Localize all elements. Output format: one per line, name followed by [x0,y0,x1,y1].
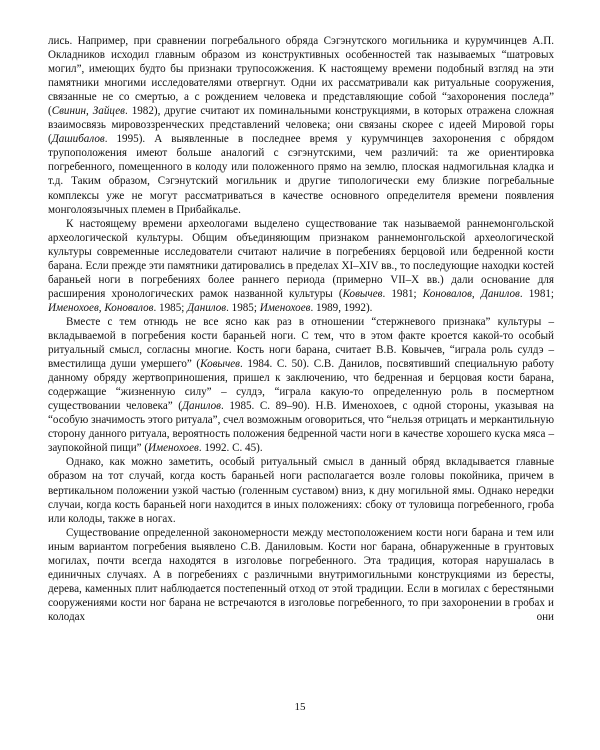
text-run: лись. Например, при сравнении погребального обряда Сэгэнутского могильника и курумчинцев А.П. Окладников исходил главным образом из конструктивных особенностей так называемых “шатровых могил”, имеющих будто бы признаки трупосожжения. К настоящему времени подобный взгляд на эти памятники многими исследователями отвергнут. Одни их рассматривали как ритуальные сооружения, связанные не со смертью, а с рождением человека и представляющие собой “захоронения последа” ( [48,35,554,118]
text-run: . 1981; [382,287,423,300]
text-run: . 1995). А выявленные в последнее время у курумчинцев захоронения с обрядом трупоположения имеют больше аналогий с сэгэнутскими, чем различий: та же ориентировка погребенного, помещенного в колоду или положенного прямо на землю, плоская надмогильная кладка и т.д. Таким образом, Сэгэнутский могильник и другие типологически ему близкие погребальные комплексы уже не могут рассматриваться в качестве основного определителя времени появления монголоязычных племен в Прибайкалье. [48,133,554,216]
paragraph [48,34,554,217]
citation-author: Данилов [182,400,221,413]
citation-author: Коновалов, Данилов [422,287,520,300]
text-run: Вместе с тем отнюдь не все ясно как раз в отношении “стержневого признака” культуры – вкладываемой в погребения кости бараньей ноги. С тем, что в этом факте кроется какой-то особый ритуальный смысл, согласны многие. Кость ноги барана, считает В.В. Ковычев, “играла роль сулдэ – вместилища души умершего” ( [48,315,554,371]
text-run: . 1992. С. 45). [198,442,263,455]
body-text [48,34,554,624]
text-run: . 1989, 1992). [310,301,373,314]
text-run: Однако, как можно заметить, особый ритуальный смысл в данный обряд вкладывается главные образом на тот случай, когда кость бараньей ноги располагается возле головы покойника, причем в вертикальном положении узкой частью (голенным суставом) вниз, к дну могильной ямы. Однако нередки случаи, когда кость бараньей ноги находится в иных положениях: сбоку от туловища погребенного, гроба или колоды, также в ногах. [48,456,554,525]
citation-author: Данилов [187,301,227,314]
text-run: . 1985; [153,301,188,314]
citation-author: Свинин, Зайцев [51,105,125,118]
citation-author: Дашибалов [51,133,105,146]
text-run: Существование определенной закономерности между местоположением кости ноги барана и тем или иным вариантом погребения выявлено С.В. Даниловым. Кости ног барана, обнаруженные в грунтовых могилах, почти всегда находятся в изголовье погребенного. Эта традиция, которая нарушалась в единичных случаях. А в погребениях с различными внутримогильными конструкциями из бересты, дерева, каменных плит наблюдается постепенный отход от этой традиции. Если в могилах с берестяными сооружениями кости ног барана не встречаются в изголовье погребенного, то при захоронении в гробах и колодах они [48,526,554,623]
paragraph [48,217,554,315]
text-run: . 1985. С. 89–90). Н.В. Именохоев, с одной стороны, указывая на “особую значимость этого ритуала”, счел возможным оговориться, что “нельзя отрицать и меркантильную сторону данного ритуала, вероятность положения бедренной части ноги в качестве хорошего куска мяса – заупокойной пищи” ( [48,400,554,455]
text-run: . 1985; [226,301,260,314]
citation-author: Именохоев [148,442,199,455]
text-run: . 1982), другие считают их поминальными конструкциями, в которых отражена сложная взаимосвязь мировоззренческих представлений человека; они связаны скорее с идеей Мировой горы ( [48,105,555,146]
citation-author: Ковычев [200,358,240,371]
text-run: . 1981; [519,287,554,300]
paragraph [48,455,554,525]
text-run: К настоящему времени археологами выделено существование так называемой раннемонгольской археологической культуры. Общим объединяющим признаком раннемонгольской археологической культуры современные исследователи считают наличие в погребениях берцовой или бедренной кости барана. Если прежде эти памятники датировались в пределах XI–XIV вв., то последующие находки костей бараньей ноги в погребениях более раннего периода (примерно VII–X вв.) дали основание для расширения хронологических рамок названной культуры ( [48,217,554,300]
paragraph [48,315,554,455]
citation-author: Именохоев [259,301,311,314]
paragraph [48,526,554,624]
page-number: 15 [294,701,306,713]
text-run: . 1984. С. 50). С.В. Данилов, посвятивший специальную работу данному обряду жертвоприношения, пришел к заключению, что бедренная и берцовая кости барана, содержащие “жизненную силу” – сулдэ, “играла какую-то определенную роль в посмертном существовании человека” ( [48,358,554,413]
document-page [48,34,554,724]
citation-author: Ковычев [342,287,383,300]
citation-author: Именохоев, Коновалов [48,301,154,314]
